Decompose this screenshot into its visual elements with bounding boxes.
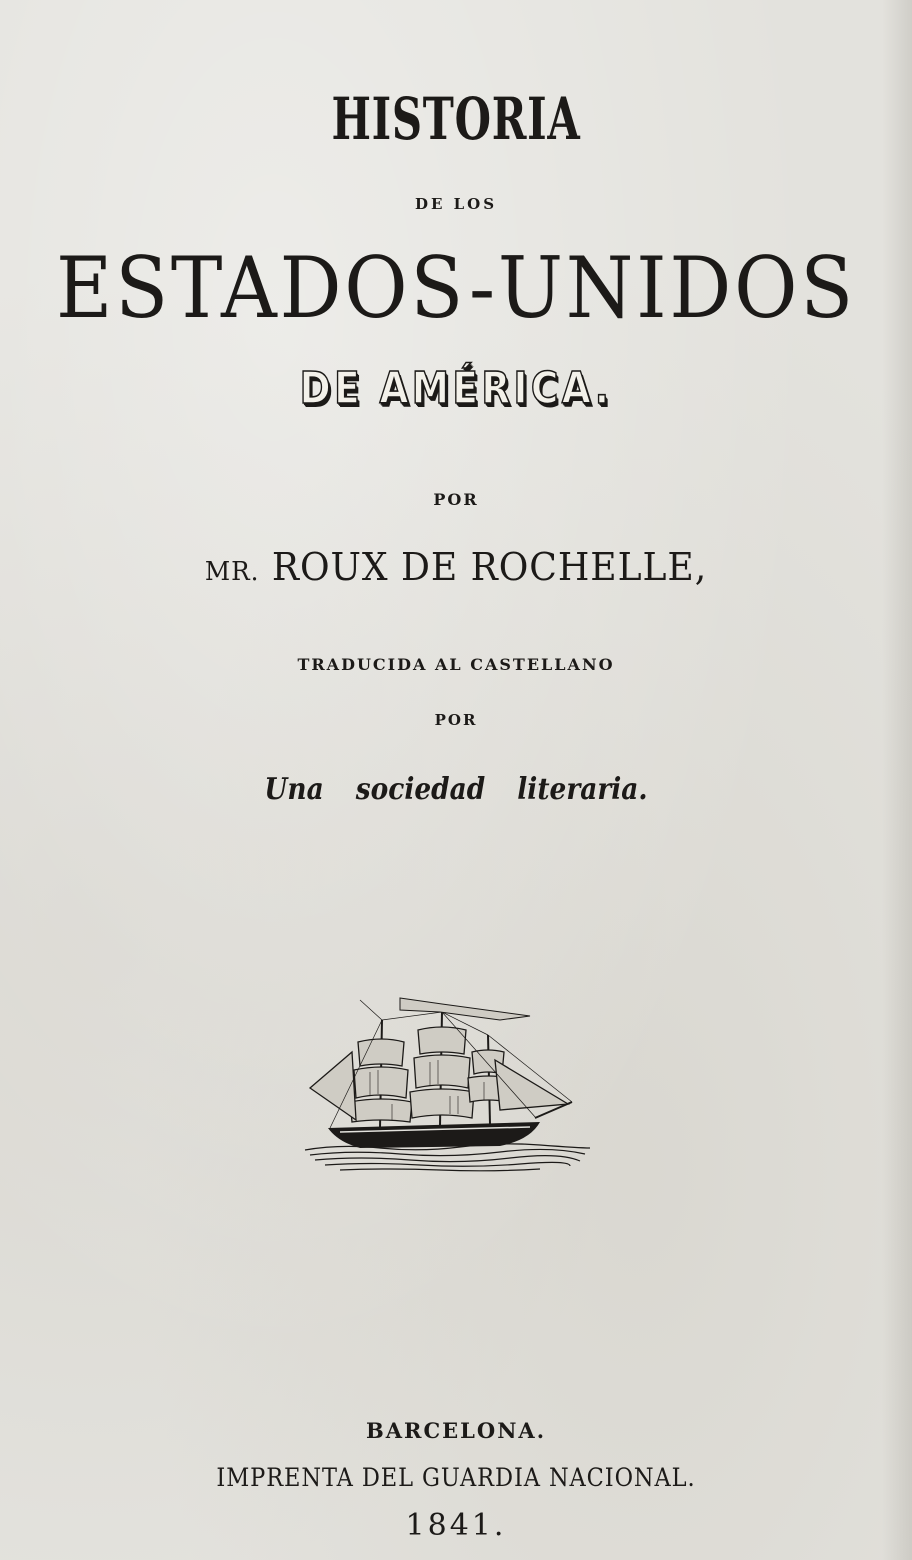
by-label-translator: POR bbox=[434, 711, 478, 729]
author-line bbox=[23, 544, 889, 595]
author-name: ROUX DE ROCHELLE, bbox=[271, 545, 708, 589]
by-label: POR bbox=[433, 490, 479, 509]
translator-name: Una sociedad literaria. bbox=[264, 772, 648, 807]
title-de-los: DE LOS bbox=[414, 195, 498, 213]
page-edge-shadow bbox=[882, 0, 912, 1560]
imprint-printer: IMPRENTA DEL GUARDIA NACIONAL. bbox=[216, 1463, 696, 1492]
translation-note: TRADUCIDA AL CASTELLANO bbox=[297, 655, 615, 674]
title-historia: HISTORIA bbox=[331, 85, 581, 153]
imprint-year: 1841. bbox=[405, 1508, 507, 1543]
title-de-america: DE AMÉRICA. bbox=[299, 363, 613, 414]
title-estados-unidos: ESTADOS-UNIDOS bbox=[56, 239, 856, 337]
sailing-ship-engraving-icon bbox=[300, 990, 595, 1180]
imprint-city: BARCELONA. bbox=[365, 1418, 547, 1443]
author-prefix: MR. bbox=[204, 557, 260, 587]
